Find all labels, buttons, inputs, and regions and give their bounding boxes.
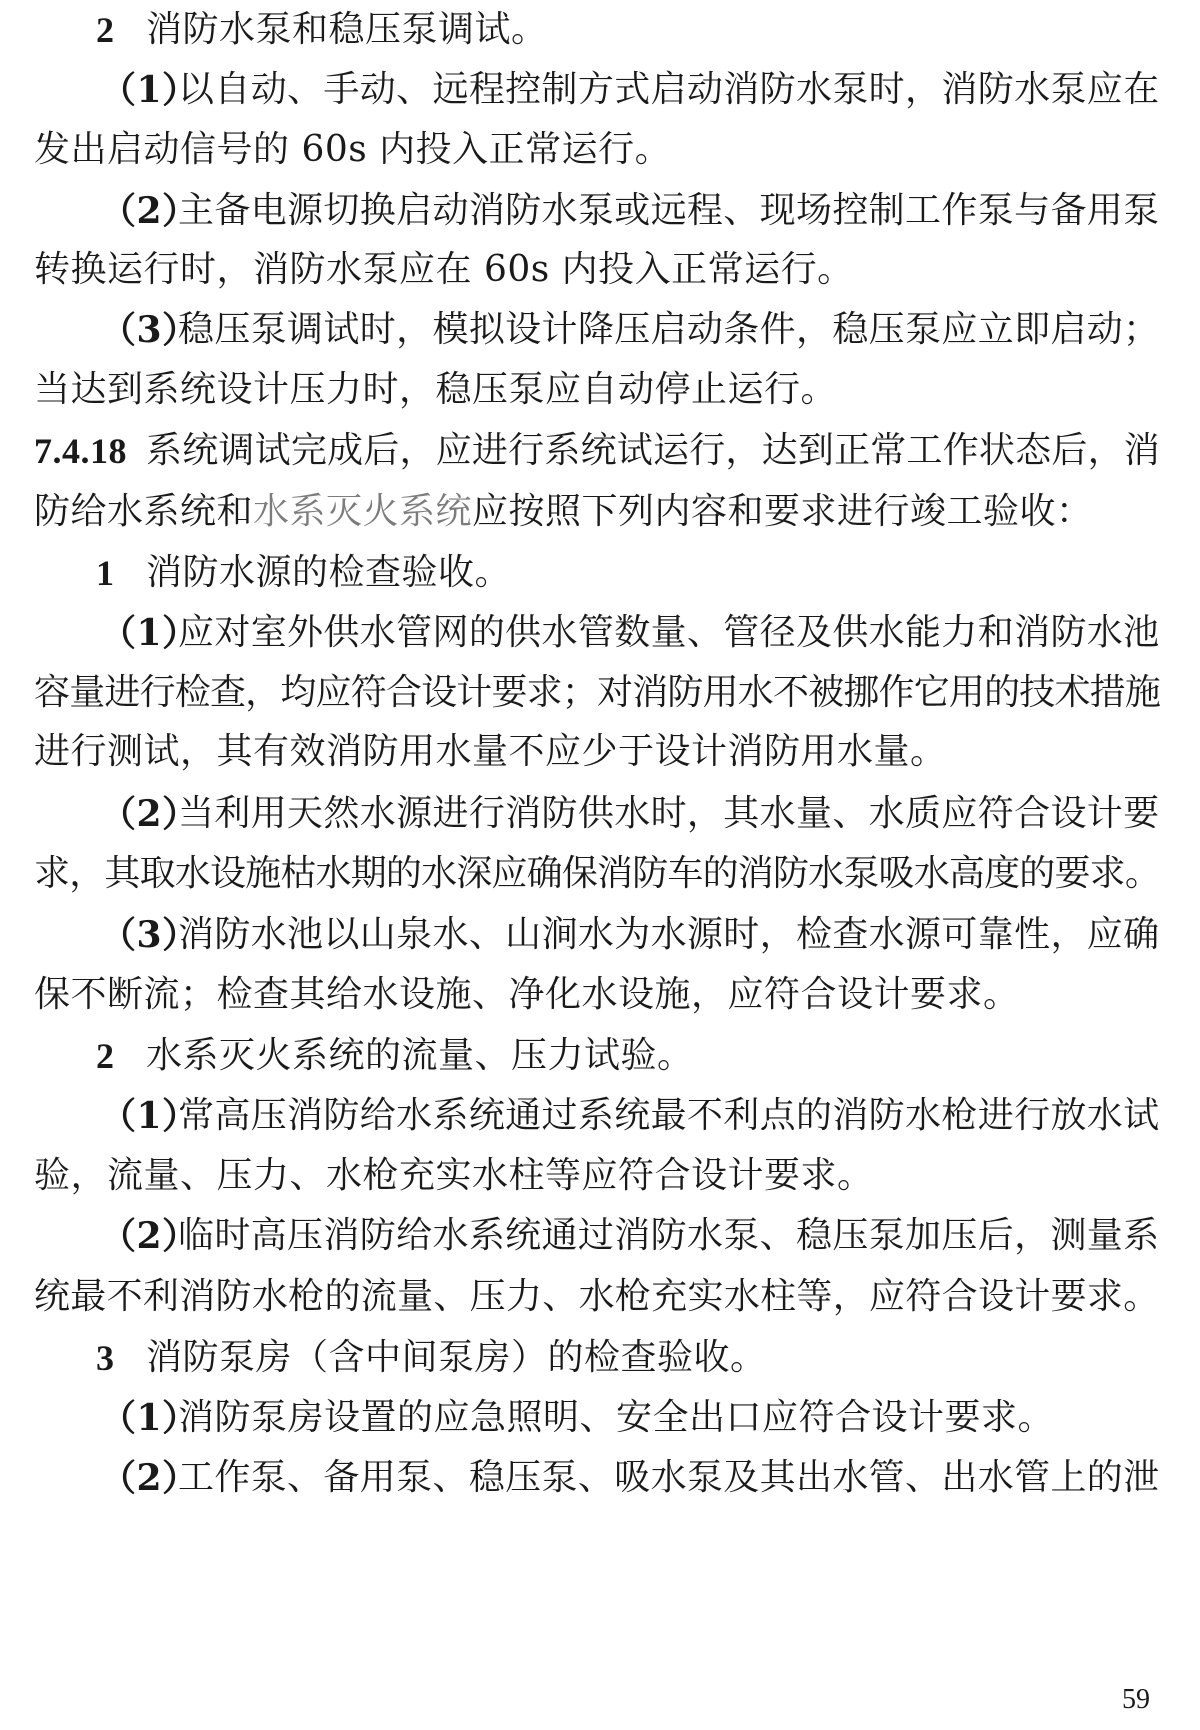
paragraph-line [0, 300, 1200, 360]
paragraph-line [0, 181, 1200, 241]
paragraph-line [0, 1267, 1200, 1327]
paragraph-text: 统最不利消防水枪的流量、压力、水枪充实水柱等，应符合设计要求。 [34, 1276, 1160, 1317]
paragraph-text: 稳压泵调试时，模拟设计降压启动条件，稳压泵应立即启动； [178, 309, 1160, 350]
paragraph-text: 当利用天然水源进行消防供水时，其水量、水质应符合设计要 [178, 793, 1160, 834]
paragraph-text: 工作泵、备用泵、稳压泵、吸水泵及其出水管、出水管上的泄 [178, 1457, 1160, 1498]
paragraph-text: 消防泵房设置的应急照明、安全出口应符合设计要求。 [178, 1397, 1055, 1438]
sub-item-number: （1） [100, 69, 199, 111]
item-heading [0, 1026, 1200, 1086]
sub-item-number: （1） [100, 1397, 199, 1439]
highlighted-term: 水系灭火系统 [253, 491, 473, 532]
paragraph-line [0, 1206, 1200, 1266]
item-heading [0, 543, 1200, 603]
paragraph-text: 容量进行检查，均应符合设计要求；对消防用水不被挪作它用的技术措施 [34, 672, 1161, 713]
clause-text-part: 应按照下列内容和要求进行竣工验收： [472, 491, 1093, 532]
item-text: 消防泵房（含中间泵房）的检查验收。 [146, 1337, 767, 1378]
item-heading [0, 1328, 1200, 1388]
item-number: 2 [96, 10, 115, 50]
paragraph-text: 进行测试，其有效消防用水量不应少于设计消防用水量。 [34, 731, 947, 772]
paragraph-text: 常高压消防给水系统通过系统最不利点的消防水枪进行放水试 [178, 1095, 1160, 1136]
paragraph-line [0, 663, 1200, 723]
paragraph-line [0, 60, 1200, 120]
clause-text [34, 482, 1093, 542]
paragraph-text: 转换运行时，消防水泵应在 60s 内投入正常运行。 [34, 249, 854, 290]
paragraph-text: 主备电源切换启动消防水泵或远程、现场控制工作泵与备用泵 [178, 190, 1160, 231]
sub-item-number: （3） [100, 309, 199, 351]
sub-item-number: （2） [100, 1215, 199, 1257]
item-text: 消防水源的检查验收。 [146, 552, 512, 593]
paragraph-text: 消防水池以山泉水、山涧水为水源时，检查水源可靠性，应确 [178, 914, 1160, 955]
clause-number: 7.4.18 [34, 431, 127, 471]
paragraph-text: 发出启动信号的 60s 内投入正常运行。 [34, 129, 672, 170]
clause-line [0, 421, 1200, 481]
page-number: 59 [1122, 1684, 1150, 1715]
sub-item-number: （1） [100, 1095, 199, 1137]
paragraph-line [0, 965, 1200, 1025]
paragraph-line [0, 722, 1200, 782]
clause-text-part: 防给水系统和 [34, 491, 254, 532]
paragraph-text: 以自动、手动、远程控制方式启动消防水泵时，消防水泵应在 [178, 69, 1160, 110]
paragraph-text: 当达到系统设计压力时，稳压泵应自动停止运行。 [34, 369, 838, 410]
paragraph-text: 应对室外供水管网的供水管数量、管径及供水能力和消防水池 [178, 612, 1160, 653]
paragraph-line [0, 603, 1200, 663]
item-number: 3 [96, 1338, 115, 1378]
sub-item-number: （1） [100, 612, 199, 654]
paragraph-line [0, 1388, 1200, 1448]
paragraph-text: 临时高压消防给水系统通过消防水泵、稳压泵加压后，测量系 [178, 1215, 1160, 1256]
clause-text: 系统调试完成后，应进行系统试运行，达到正常工作状态后，消 [146, 430, 1161, 471]
paragraph-text: 验，流量、压力、水枪充实水柱等应符合设计要求。 [34, 1155, 874, 1196]
paragraph-line [0, 240, 1200, 300]
paragraph-text: 保不断流；检查其给水设施、净化水设施，应符合设计要求。 [34, 974, 1020, 1015]
sub-item-number: （3） [100, 914, 199, 956]
paragraph-line [0, 844, 1200, 904]
sub-item-number: （2） [100, 1457, 199, 1499]
clause-line [0, 482, 1200, 542]
sub-item-number: （2） [100, 793, 199, 835]
paragraph-line [0, 905, 1200, 965]
paragraph-line [0, 1146, 1200, 1206]
item-number: 1 [96, 553, 115, 593]
paragraph-text: 求，其取水设施枯水期的水深应确保消防车的消防水泵吸水高度的要求。 [34, 853, 1161, 894]
paragraph-line [0, 1086, 1200, 1146]
paragraph-line [0, 360, 1200, 420]
paragraph-line [0, 784, 1200, 844]
paragraph-line [0, 1448, 1200, 1508]
paragraph-line [0, 120, 1200, 180]
item-text: 水系灭火系统的流量、压力试验。 [146, 1035, 694, 1076]
item-text: 消防水泵和稳压泵调试。 [146, 9, 548, 50]
item-heading [0, 0, 1200, 60]
item-number: 2 [96, 1036, 115, 1076]
sub-item-number: （2） [100, 190, 199, 232]
